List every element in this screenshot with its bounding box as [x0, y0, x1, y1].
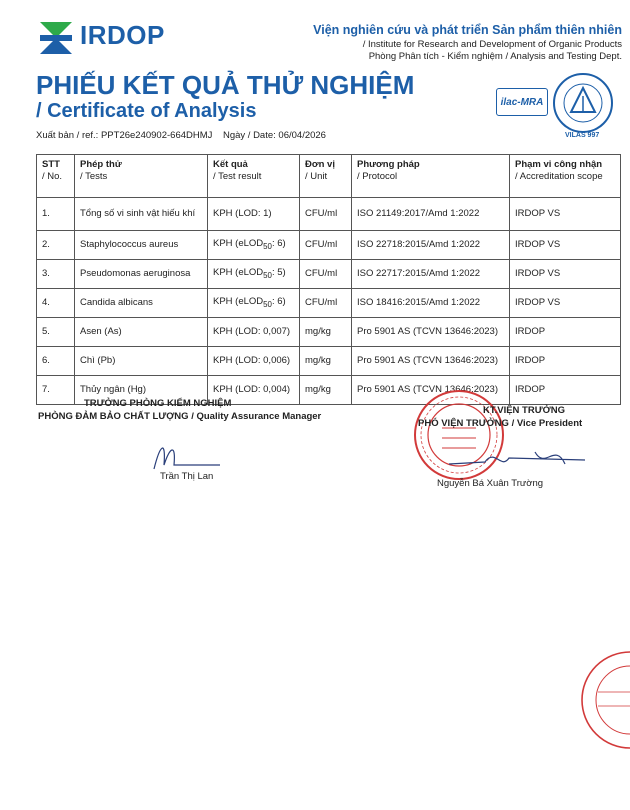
header-tests: Phép thử / Tests: [75, 155, 208, 198]
department-name: Phòng Phân tích - Kiểm nghiệm / Analysis and Testing Dept.: [368, 51, 622, 62]
table-row: [37, 347, 621, 376]
document-title-en: / Certificate of Analysis: [36, 100, 257, 122]
cell-test: Asen (As): [75, 318, 208, 347]
cell-scope: IRDOP VS: [510, 231, 621, 260]
partial-stamp-icon: [560, 650, 630, 750]
lod-subscript: 50: [263, 270, 272, 280]
cell-test: Candida albicans: [75, 289, 208, 318]
qa-title-line-1: TRƯỞNG PHÒNG KIỂM NGHIỆM: [84, 398, 232, 409]
cell-protocol: ISO 21149:2017/Amd 1:2022: [352, 198, 510, 231]
cell-test: Tổng số vi sinh vật hiếu khí: [75, 198, 208, 231]
cell-unit: CFU/ml: [300, 260, 352, 289]
institute-name-vi: Viện nghiên cứu và phát triển Sản phẩm thiên nhiên: [313, 23, 622, 37]
cell-unit: CFU/ml: [300, 289, 352, 318]
header-protocol: Phương pháp / Protocol: [352, 155, 510, 198]
cell-no: 3.: [37, 260, 75, 289]
cell-no: 6.: [37, 347, 75, 376]
ilac-mra-logo: [496, 88, 548, 116]
cell-no: 5.: [37, 318, 75, 347]
header-no: STT / No.: [37, 155, 75, 198]
document-title-vi: PHIẾU KẾT QUẢ THỬ NGHIỆM: [36, 70, 415, 100]
cell-scope: IRDOP: [510, 347, 621, 376]
ref-label: Xuất bản / ref.:: [36, 130, 99, 141]
cell-scope: IRDOP VS: [510, 289, 621, 318]
vilas-label: VILAS 997: [565, 132, 600, 139]
ilac-mra-text: ilac-MRA: [500, 96, 544, 108]
cell-no: 1.: [37, 198, 75, 231]
cell-test: Chì (Pb): [75, 347, 208, 376]
cell-protocol: ISO 18416:2015/Amd 1:2022: [352, 289, 510, 318]
cell-unit: CFU/ml: [300, 231, 352, 260]
date-value: 06/04/2026: [278, 130, 326, 141]
qa-manager-name: Trần Thị Lan: [160, 471, 214, 482]
results-table: [36, 154, 621, 405]
cell-unit: mg/kg: [300, 376, 352, 405]
cell-test: Thủy ngân (Hg): [75, 376, 208, 405]
bureau-of-accreditation-seal-icon: [552, 72, 614, 134]
cell-protocol: ISO 22718:2015/Amd 1:2022: [352, 231, 510, 260]
cell-unit: CFU/ml: [300, 198, 352, 231]
reference-line: [36, 130, 326, 141]
table-row: [37, 318, 621, 347]
vp-signature-icon: [445, 440, 605, 480]
cell-no: 2.: [37, 231, 75, 260]
cell-scope: IRDOP VS: [510, 198, 621, 231]
cell-result: KPH (LOD: 0,004): [208, 376, 300, 405]
vice-president-name: Nguyễn Bá Xuân Trường: [437, 478, 544, 489]
header-scope: Phạm vi công nhận / Accreditation scope: [510, 155, 621, 198]
header-result: Kết quả / Test result: [208, 155, 300, 198]
cell-no: 7.: [37, 376, 75, 405]
cell-result: KPH (eLOD$_{50}$: 6): [208, 231, 300, 260]
cell-protocol: Pro 5901 AS (TCVN 13646:2023): [352, 376, 510, 405]
cell-no: 4.: [37, 289, 75, 318]
cell-result: KPH (LOD: 0,006): [208, 347, 300, 376]
qa-signature-icon: [140, 435, 240, 475]
cell-unit: mg/kg: [300, 318, 352, 347]
cell-result: KPH (eLOD$_{50}$: 6): [208, 289, 300, 318]
header-unit: Đơn vị / Unit: [300, 155, 352, 198]
qa-title-line-2: PHÒNG ĐẢM BẢO CHẤT LƯỢNG / Quality Assurance Manager: [38, 411, 322, 422]
table-row: [37, 198, 621, 231]
lod-subscript: 50: [263, 299, 272, 309]
date-label: Ngày / Date:: [222, 130, 276, 141]
irdop-logo-icon: [36, 18, 76, 58]
table-header-row: [37, 155, 621, 198]
lod-subscript: 50: [263, 241, 272, 251]
cell-protocol: ISO 22717:2015/Amd 1:2022: [352, 260, 510, 289]
cell-protocol: Pro 5901 AS (TCVN 13646:2023): [352, 347, 510, 376]
cell-test: Staphylococcus aureus: [75, 231, 208, 260]
cell-scope: IRDOP: [510, 376, 621, 405]
cell-scope: IRDOP VS: [510, 260, 621, 289]
table-row: [37, 231, 621, 260]
vp-title-line-2: PHÓ VIỆN TRƯỞNG / Vice President: [418, 418, 583, 429]
logo-text: IRDOP: [80, 20, 165, 50]
ref-value: PPT26e240902-664DHMJ: [100, 130, 213, 141]
cell-protocol: Pro 5901 AS (TCVN 13646:2023): [352, 318, 510, 347]
vp-title-line-1: KT.VIỆN TRƯỞNG: [483, 405, 565, 416]
cell-result: KPH (LOD: 1): [208, 198, 300, 231]
cell-scope: IRDOP: [510, 318, 621, 347]
table-row: [37, 289, 621, 318]
table-row: [37, 260, 621, 289]
cell-result: KPH (eLOD$_{50}$: 5): [208, 260, 300, 289]
institute-name-en: / Institute for Research and Development of Organic Products: [362, 39, 622, 50]
cell-test: Pseudomonas aeruginosa: [75, 260, 208, 289]
cell-result: KPH (LOD: 0,007): [208, 318, 300, 347]
cell-unit: mg/kg: [300, 347, 352, 376]
